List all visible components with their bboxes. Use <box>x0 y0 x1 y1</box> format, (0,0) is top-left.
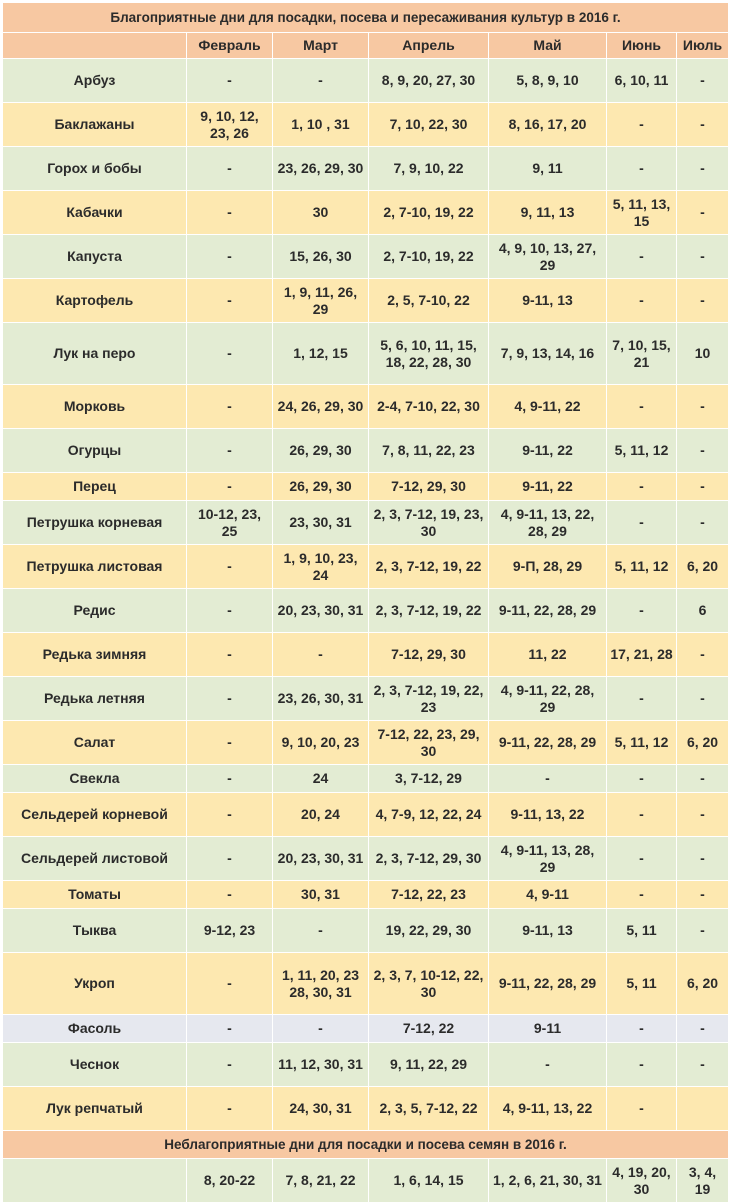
crop-name: Картофель <box>3 279 187 323</box>
days-cell: 7, 8, 11, 22, 23 <box>369 429 489 473</box>
days-cell: 11, 12, 30, 31 <box>273 1043 369 1087</box>
planting-calendar-table <box>2 2 729 1203</box>
days-cell: 4, 9-11, 22 <box>489 385 607 429</box>
table-row <box>3 837 729 881</box>
days-cell: - <box>187 59 273 103</box>
days-cell: 3, 7-12, 29 <box>369 765 489 793</box>
days-cell: 9-11, 22, 28, 29 <box>489 721 607 765</box>
crop-name: Кабачки <box>3 191 187 235</box>
days-cell: 2-4, 7-10, 22, 30 <box>369 385 489 429</box>
days-cell: 9-12, 23 <box>187 909 273 953</box>
days-cell: 8, 9, 20, 27, 30 <box>369 59 489 103</box>
days-cell: - <box>273 1015 369 1043</box>
month-header: Июль <box>677 33 729 59</box>
unfavorable-days-row <box>3 1159 729 1203</box>
table-row <box>3 235 729 279</box>
crop-name: Тыква <box>3 909 187 953</box>
days-cell: 5, 11 <box>607 909 677 953</box>
days-cell: - <box>677 633 729 677</box>
table-row <box>3 103 729 147</box>
days-cell: - <box>607 765 677 793</box>
unfavorable-days-cell: 3, 4, 19 <box>677 1159 729 1203</box>
days-cell: 9, 11, 22, 29 <box>369 1043 489 1087</box>
crop-name: Лук на перо <box>3 323 187 385</box>
days-cell: 9-11 <box>489 1015 607 1043</box>
table-row <box>3 589 729 633</box>
days-cell: 1, 11, 20, 23 28, 30, 31 <box>273 953 369 1015</box>
crop-name: Салат <box>3 721 187 765</box>
unfavorable-title-row <box>3 1131 729 1159</box>
days-cell: 19, 22, 29, 30 <box>369 909 489 953</box>
days-cell: 1, 9, 10, 23, 24 <box>273 545 369 589</box>
days-cell: 4, 9-11, 13, 28, 29 <box>489 837 607 881</box>
days-cell: - <box>607 473 677 501</box>
days-cell: 7, 10, 15, 21 <box>607 323 677 385</box>
days-cell: - <box>677 793 729 837</box>
days-cell: - <box>273 633 369 677</box>
table-row <box>3 59 729 103</box>
table-row <box>3 1043 729 1087</box>
days-cell: - <box>187 881 273 909</box>
days-cell: 1, 10 , 31 <box>273 103 369 147</box>
days-cell: - <box>187 1043 273 1087</box>
days-cell: 2, 3, 7-12, 19, 22 <box>369 545 489 589</box>
days-cell: - <box>187 545 273 589</box>
days-cell: 2, 7-10, 19, 22 <box>369 235 489 279</box>
crop-name: Редька летняя <box>3 677 187 721</box>
crop-name: Редька зимняя <box>3 633 187 677</box>
days-cell: - <box>677 1043 729 1087</box>
crop-name: Арбуз <box>3 59 187 103</box>
days-cell: - <box>187 191 273 235</box>
days-cell: 6, 20 <box>677 721 729 765</box>
table-row <box>3 545 729 589</box>
days-cell: 1, 9, 11, 26, 29 <box>273 279 369 323</box>
days-cell: - <box>187 385 273 429</box>
crop-name: Свекла <box>3 765 187 793</box>
days-cell: 24, 26, 29, 30 <box>273 385 369 429</box>
days-cell: 4, 9-11, 13, 22 <box>489 1087 607 1131</box>
month-header: Февраль <box>187 33 273 59</box>
days-cell: - <box>607 837 677 881</box>
days-cell: - <box>607 1087 677 1131</box>
days-cell: 26, 29, 30 <box>273 429 369 473</box>
days-cell: 20, 23, 30, 31 <box>273 837 369 881</box>
crop-name: Морковь <box>3 385 187 429</box>
days-cell: 2, 3, 7-12, 19, 22, 23 <box>369 677 489 721</box>
days-cell: 20, 24 <box>273 793 369 837</box>
title-row <box>3 3 729 33</box>
days-cell: - <box>187 1087 273 1131</box>
days-cell: 30, 31 <box>273 881 369 909</box>
days-cell: 9-11, 22 <box>489 473 607 501</box>
days-cell: - <box>607 279 677 323</box>
days-cell: 7, 9, 13, 14, 16 <box>489 323 607 385</box>
days-cell: - <box>607 501 677 545</box>
table-row <box>3 323 729 385</box>
crop-name: Петрушка корневая <box>3 501 187 545</box>
days-cell: - <box>607 793 677 837</box>
days-cell: 9-11, 13 <box>489 909 607 953</box>
days-cell: 23, 26, 29, 30 <box>273 147 369 191</box>
month-header: Март <box>273 33 369 59</box>
days-cell: - <box>187 837 273 881</box>
days-cell: 9-П, 28, 29 <box>489 545 607 589</box>
days-cell: - <box>677 279 729 323</box>
days-cell: 1, 12, 15 <box>273 323 369 385</box>
days-cell: - <box>187 235 273 279</box>
days-cell: 7-12, 29, 30 <box>369 473 489 501</box>
month-header: Июнь <box>607 33 677 59</box>
days-cell: - <box>187 147 273 191</box>
days-cell: 23, 26, 30, 31 <box>273 677 369 721</box>
days-cell: 24 <box>273 765 369 793</box>
days-cell: 5, 11, 12 <box>607 721 677 765</box>
days-cell: - <box>187 473 273 501</box>
unfavorable-days-cell: 4, 19, 20, 30 <box>607 1159 677 1203</box>
days-cell: - <box>489 765 607 793</box>
corner-cell <box>3 33 187 59</box>
month-header: Апрель <box>369 33 489 59</box>
days-cell: - <box>273 59 369 103</box>
unfavorable-title: Неблагоприятные дни для посадки и посева семян в 2016 г. <box>3 1131 729 1159</box>
days-cell: - <box>677 837 729 881</box>
days-cell: 2, 7-10, 19, 22 <box>369 191 489 235</box>
crop-name: Укроп <box>3 953 187 1015</box>
days-cell: 9-11, 13, 22 <box>489 793 607 837</box>
days-cell: 7-12, 29, 30 <box>369 633 489 677</box>
table-row <box>3 191 729 235</box>
days-cell: - <box>489 1043 607 1087</box>
days-cell: - <box>607 881 677 909</box>
days-cell: 4, 9, 10, 13, 27, 29 <box>489 235 607 279</box>
days-cell: - <box>273 909 369 953</box>
crop-name: Перец <box>3 473 187 501</box>
days-cell: 26, 29, 30 <box>273 473 369 501</box>
days-cell: - <box>187 721 273 765</box>
crop-name: Лук репчатый <box>3 1087 187 1131</box>
table-title: Благоприятные дни для посадки, посева и пересаживания культур в 2016 г. <box>3 3 729 33</box>
table-row <box>3 385 729 429</box>
crop-name: Баклажаны <box>3 103 187 147</box>
days-cell: - <box>677 881 729 909</box>
days-cell: 6 <box>677 589 729 633</box>
days-cell: - <box>677 473 729 501</box>
days-cell: 6, 20 <box>677 545 729 589</box>
days-cell: - <box>187 589 273 633</box>
table-row <box>3 677 729 721</box>
days-cell: - <box>677 765 729 793</box>
days-cell: - <box>677 385 729 429</box>
crop-name: Сельдерей корневой <box>3 793 187 837</box>
days-cell: 10-12, 23, 25 <box>187 501 273 545</box>
days-cell: 15, 26, 30 <box>273 235 369 279</box>
days-cell: 20, 23, 30, 31 <box>273 589 369 633</box>
days-cell: 24, 30, 31 <box>273 1087 369 1131</box>
crop-name: Горох и бобы <box>3 147 187 191</box>
days-cell <box>677 1087 729 1131</box>
unfavorable-days-cell: 8, 20-22 <box>187 1159 273 1203</box>
days-cell: 2, 3, 5, 7-12, 22 <box>369 1087 489 1131</box>
crop-name: Чеснок <box>3 1043 187 1087</box>
crop-name: Огурцы <box>3 429 187 473</box>
days-cell: - <box>677 147 729 191</box>
days-cell: - <box>677 103 729 147</box>
table-row <box>3 721 729 765</box>
days-cell: 6, 20 <box>677 953 729 1015</box>
days-cell: 7-12, 22, 23 <box>369 881 489 909</box>
days-cell: 9-11, 22, 28, 29 <box>489 589 607 633</box>
days-cell: 7-12, 22 <box>369 1015 489 1043</box>
days-cell: 7-12, 22, 23, 29, 30 <box>369 721 489 765</box>
table-row <box>3 881 729 909</box>
days-cell: - <box>677 501 729 545</box>
days-cell: - <box>607 677 677 721</box>
table-row <box>3 1087 729 1131</box>
unfavorable-days-cell: 1, 2, 6, 21, 30, 31 <box>489 1159 607 1203</box>
unfavorable-days-cell: 1, 6, 14, 15 <box>369 1159 489 1203</box>
table-row <box>3 279 729 323</box>
days-cell: 30 <box>273 191 369 235</box>
days-cell: 5, 11, 12 <box>607 429 677 473</box>
table-row <box>3 1015 729 1043</box>
table-row <box>3 501 729 545</box>
days-cell: 5, 11, 12 <box>607 545 677 589</box>
days-cell: - <box>677 1015 729 1043</box>
crop-name: Редис <box>3 589 187 633</box>
days-cell: 9, 11, 13 <box>489 191 607 235</box>
days-cell: 10 <box>677 323 729 385</box>
days-cell: - <box>607 1015 677 1043</box>
crop-name: Капуста <box>3 235 187 279</box>
days-cell: 6, 10, 11 <box>607 59 677 103</box>
days-cell: - <box>677 429 729 473</box>
days-cell: 2, 3, 7-12, 19, 22 <box>369 589 489 633</box>
table-row <box>3 793 729 837</box>
days-cell: 9-11, 13 <box>489 279 607 323</box>
days-cell: 23, 30, 31 <box>273 501 369 545</box>
unfavorable-days-cell: 7, 8, 21, 22 <box>273 1159 369 1203</box>
days-cell: 17, 21, 28 <box>607 633 677 677</box>
days-cell: - <box>677 59 729 103</box>
crop-name: Петрушка листовая <box>3 545 187 589</box>
days-cell: - <box>607 385 677 429</box>
days-cell: 5, 11 <box>607 953 677 1015</box>
crop-name: Сельдерей листовой <box>3 837 187 881</box>
days-cell: - <box>187 953 273 1015</box>
days-cell: - <box>677 677 729 721</box>
days-cell: 5, 6, 10, 11, 15, 18, 22, 28, 30 <box>369 323 489 385</box>
days-cell: 5, 8, 9, 10 <box>489 59 607 103</box>
month-header-row <box>3 33 729 59</box>
month-header: Май <box>489 33 607 59</box>
days-cell: - <box>187 633 273 677</box>
days-cell: 4, 9-11, 22, 28, 29 <box>489 677 607 721</box>
days-cell: - <box>677 235 729 279</box>
days-cell: - <box>187 279 273 323</box>
days-cell: 2, 5, 7-10, 22 <box>369 279 489 323</box>
days-cell: - <box>607 235 677 279</box>
days-cell: 8, 16, 17, 20 <box>489 103 607 147</box>
days-cell: 9, 11 <box>489 147 607 191</box>
days-cell: - <box>607 1043 677 1087</box>
days-cell: - <box>187 323 273 385</box>
days-cell: - <box>187 1015 273 1043</box>
days-cell: 4, 9-11 <box>489 881 607 909</box>
table-row <box>3 429 729 473</box>
table-row <box>3 909 729 953</box>
table-row <box>3 765 729 793</box>
days-cell: 5, 11, 13, 15 <box>607 191 677 235</box>
days-cell: 7, 9, 10, 22 <box>369 147 489 191</box>
crop-name: Томаты <box>3 881 187 909</box>
days-cell: - <box>607 147 677 191</box>
days-cell: 2, 3, 7, 10-12, 22, 30 <box>369 953 489 1015</box>
days-cell: 9-11, 22, 28, 29 <box>489 953 607 1015</box>
days-cell: 9-11, 22 <box>489 429 607 473</box>
days-cell: - <box>187 677 273 721</box>
days-cell: - <box>187 793 273 837</box>
table-body <box>3 3 729 1203</box>
days-cell: - <box>677 191 729 235</box>
days-cell: - <box>607 103 677 147</box>
days-cell: 4, 7-9, 12, 22, 24 <box>369 793 489 837</box>
days-cell: - <box>187 429 273 473</box>
days-cell: 9, 10, 12, 23, 26 <box>187 103 273 147</box>
days-cell: 2, 3, 7-12, 19, 23, 30 <box>369 501 489 545</box>
unfavorable-label-cell <box>3 1159 187 1203</box>
days-cell: - <box>187 765 273 793</box>
days-cell: 2, 3, 7-12, 29, 30 <box>369 837 489 881</box>
days-cell: - <box>607 589 677 633</box>
days-cell: 9, 10, 20, 23 <box>273 721 369 765</box>
days-cell: 7, 10, 22, 30 <box>369 103 489 147</box>
table-row <box>3 633 729 677</box>
table-row <box>3 473 729 501</box>
crop-name: Фасоль <box>3 1015 187 1043</box>
days-cell: - <box>677 909 729 953</box>
days-cell: 4, 9-11, 13, 22, 28, 29 <box>489 501 607 545</box>
table-row <box>3 147 729 191</box>
table-row <box>3 953 729 1015</box>
days-cell: 11, 22 <box>489 633 607 677</box>
